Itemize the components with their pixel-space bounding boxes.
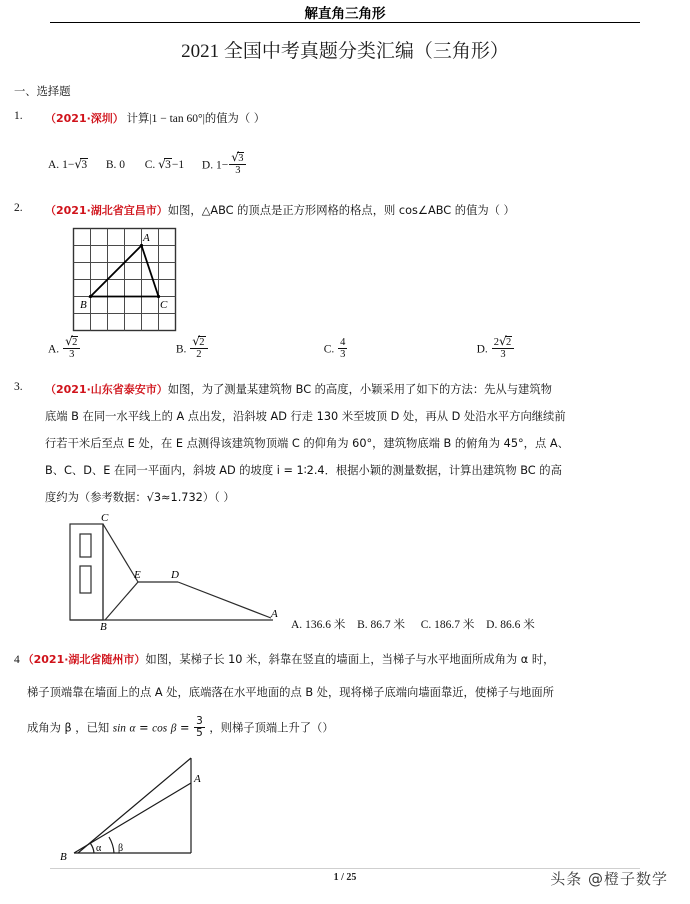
question-3-text-1: 如图，为了测量某建筑物 BC 的高度，小颖采用了如下的方法：先从与建筑物	[167, 383, 552, 396]
question-2-option-b: B. √ $\frac{2}{2}$	[176, 336, 321, 360]
watermark: 头条 @橙子数学	[550, 870, 668, 888]
question-1-option-b: B. 0	[105, 159, 125, 172]
square-grid-triangle-svg	[72, 227, 180, 333]
ladder-alpha	[74, 783, 191, 853]
question-4-figure	[58, 750, 243, 868]
question-2-option-d: D. $\frac{2 √ 2}{3}$	[477, 336, 516, 360]
ladder-figure-labels	[60, 773, 201, 863]
building-outline	[70, 524, 103, 620]
label-c: C	[101, 512, 109, 524]
window-upper	[80, 534, 91, 557]
question-3-line-4: B、C、D、E 在同一平面内，斜坡 AD 的坡度 i = 1∶2.4．根据小颖的测量数据，计算出建筑物 BC 的高	[45, 464, 562, 477]
question-1-options	[48, 152, 247, 176]
question-3-option-a: A. 136.6 米	[291, 619, 346, 631]
question-4-line-3: 成角为 β ，已知 sin α = cos β = $\frac{3}{5}$ ，则梯子顶端上升了（）	[27, 715, 334, 740]
question-3-line-5: 度约为（参考数据：√3≈1.732）（ ）	[45, 491, 235, 504]
angle-arc-alpha	[91, 844, 95, 854]
question-3-line-2: 底端 B 在同一水平线上的 A 点出发，沿斜坡 AD 行走 130 米至坡顶 D 处，再从 D 处沿水平方向继续前	[45, 410, 566, 423]
page-number: 1 / 25	[333, 872, 357, 883]
question-3-options	[291, 616, 681, 632]
question-2-number: 2.	[14, 202, 23, 214]
segment-be	[105, 582, 138, 620]
segment-da	[178, 582, 271, 618]
question-3-option-c: C. 186.7 米	[420, 619, 475, 631]
question-4-text-3a: 成角为 β ，已知	[27, 721, 113, 735]
question-2-options	[48, 336, 648, 360]
question-2-stem	[45, 202, 675, 220]
vertex-label-c: C	[160, 299, 168, 311]
label-a: A	[271, 608, 278, 620]
running-header	[0, 2, 690, 23]
label-b: B	[60, 851, 67, 863]
building-slope-svg	[65, 512, 315, 630]
question-3-line-3: 行若干米后至点 E 处，在 E 点测得该建筑物顶端 C 的仰角为 60°，建筑物底端 B 的俯角为 45°，点 A、	[45, 437, 569, 450]
question-3-number: 3.	[14, 381, 23, 393]
question-2-figure	[72, 227, 180, 333]
question-4-number: 4	[14, 654, 20, 666]
question-3-figure	[65, 512, 315, 630]
question-3-option-b: B. 86.7 米	[357, 619, 405, 631]
window-lower	[80, 566, 91, 593]
question-2-option-c: C. $\frac{4}{3}$	[323, 337, 346, 361]
question-2-option-a: A. √ $\frac{2}{3}$	[48, 336, 173, 360]
header-divider	[50, 22, 640, 23]
question-3-line-1	[45, 381, 680, 399]
question-4-text-1: 如图，某梯子长 10 米，斜靠在竖直的墙面上，当梯子与水平地面所成角为 α 时，	[145, 653, 555, 666]
question-1-option-a: A. 1− √ 3	[48, 158, 88, 171]
question-4-source: （2021·湖北省随州市）	[22, 653, 146, 666]
ladder-beta	[78, 758, 191, 853]
question-1-expression: |1 − tan 60°|	[149, 113, 205, 125]
question-4-line-1	[14, 651, 679, 669]
document-title: 2021 全国中考真题分类汇编（三角形）	[181, 41, 509, 62]
vertex-label-a: A	[143, 232, 150, 244]
label-d: D	[171, 569, 179, 581]
running-header-title: 解直角三角形	[304, 6, 386, 22]
question-1-source: （2021·深圳）	[45, 112, 124, 125]
vertex-label-b: B	[80, 299, 87, 311]
section-heading: 一、选择题	[14, 85, 71, 98]
question-1-option-c: C. √ 3−1	[145, 158, 184, 171]
angle-arc-beta	[109, 837, 114, 853]
question-2-stem-text: 如图，△ABC 的顶点是正方形网格的格点，则 cos∠ABC 的值为（ ）	[167, 204, 515, 217]
building-figure-labels	[100, 512, 278, 630]
question-1-option-d: D. 1− √ $\frac{3}{3}$	[202, 152, 248, 176]
question-3-option-d: D. 86.6 米	[486, 619, 535, 631]
label-b: B	[100, 621, 107, 630]
grid-lines	[74, 229, 176, 331]
question-3-source: （2021·山东省泰安市）	[45, 383, 168, 396]
question-4-text-3b: ，则梯子顶端上升了（）	[209, 721, 334, 735]
question-1-stem-pre: 计算	[126, 112, 150, 125]
label-beta: β	[118, 843, 124, 854]
label-a: A	[194, 773, 201, 785]
segment-ce	[103, 524, 138, 582]
label-e: E	[134, 569, 141, 581]
question-4-line-2: 梯子顶端靠在墙面上的点 A 处，底端落在水平地面的点 B 处，现将梯子底端向墙面靠近，使梯子与地面所	[27, 686, 554, 699]
label-alpha: α	[96, 843, 102, 854]
question-2-source: （2021·湖北省宜昌市）	[45, 204, 168, 217]
question-1-stem-post: 的值为（ ）	[204, 112, 265, 125]
question-1-number: 1.	[14, 110, 23, 122]
question-1-stem	[45, 110, 665, 128]
ladder-triangle-svg	[58, 750, 243, 868]
